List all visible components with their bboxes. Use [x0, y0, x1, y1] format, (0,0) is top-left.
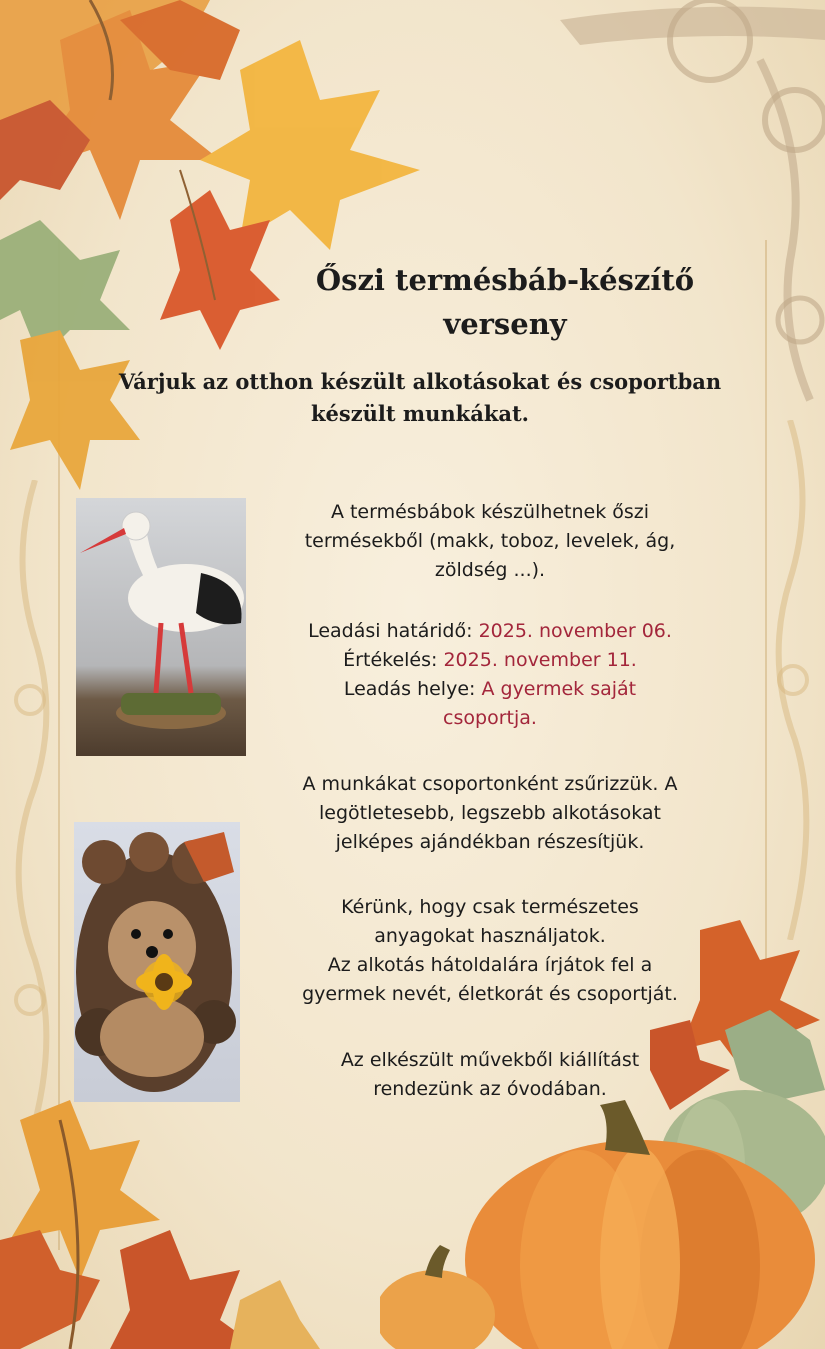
intro-line-3: zöldség ...). [434, 559, 546, 581]
intro-paragraph [255, 498, 725, 585]
requirements-line-1: Kérünk, hogy csak természetes [341, 896, 639, 918]
requirements-line-3: Az alkotás hátoldalára írjátok fel a [327, 954, 653, 976]
dates-block [245, 617, 735, 733]
jury-line-3: jelképes ajándékban részesítjük. [335, 831, 645, 853]
stork-figure-image [76, 498, 246, 756]
autumn-leaves-bottom-left [0, 1100, 320, 1349]
deadline-line [245, 617, 735, 646]
title-line-2: verseny [443, 307, 567, 341]
subtitle-line-1: Várjuk az otthon készült alkotásokat és csoportban [118, 369, 722, 394]
evaluation-line [245, 646, 735, 675]
jury-paragraph [245, 770, 735, 857]
requirements-line-2: anyagokat használjatok. [374, 925, 606, 947]
poster-subtitle [70, 366, 770, 430]
stork-craft-photo [76, 498, 246, 756]
place-line [245, 675, 735, 704]
exhibit-line-1: Az elkészült művekből kiállítást [340, 1049, 640, 1071]
deadline-label: Leadási határidő: [308, 620, 473, 642]
hedgehog-craft-photo [74, 822, 240, 1102]
requirements-paragraph [245, 893, 735, 1009]
place-value-2: csoportja. [443, 707, 537, 729]
ornament-right [765, 420, 825, 940]
ornament-left [0, 480, 60, 1140]
hedgehog-figure-image [74, 822, 240, 1102]
exhibit-line-2: rendezünk az óvodában. [373, 1078, 607, 1100]
evaluation-value: 2025. november 11. [443, 649, 637, 671]
requirements-line-4: gyermek nevét, életkorát és csoportját. [302, 983, 678, 1005]
subtitle-line-2: készült munkákat. [311, 401, 529, 426]
place-value-1: A gyermek saját [481, 678, 637, 700]
deadline-value: 2025. november 06. [478, 620, 672, 642]
exhibit-paragraph [245, 1046, 735, 1104]
ornament-top-right [560, 0, 825, 420]
title-line-1: Őszi termésbáb-készítő [315, 263, 695, 297]
intro-line-2: termésekből (makk, toboz, levelek, ág, [304, 530, 676, 552]
place-label: Leadás helye: [343, 678, 476, 700]
jury-line-2: legötletesebb, legszebb alkotásokat [319, 802, 661, 824]
intro-line-1: A termésbábok készülhetnek őszi [330, 501, 650, 523]
poster-title [270, 258, 740, 346]
jury-line-1: A munkákat csoportonként zsűrizzük. A [302, 773, 678, 795]
evaluation-label: Értékelés: [343, 649, 438, 671]
